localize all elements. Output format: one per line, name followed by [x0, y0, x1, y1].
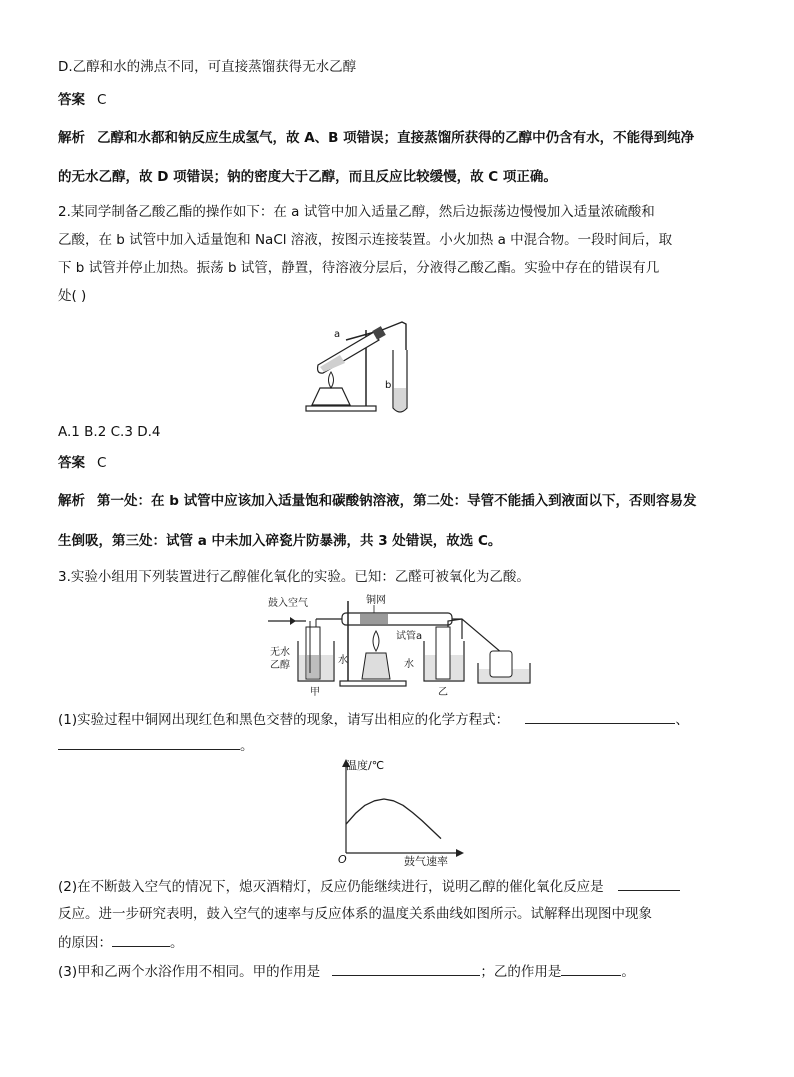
catalytic-oxidation-apparatus-figure [262, 593, 538, 699]
q1-answer [58, 90, 106, 110]
y-axis-label: 温度/℃ [346, 759, 385, 772]
analysis-label: 解析 [58, 493, 85, 509]
answer-label: 答案 [58, 455, 85, 471]
stand-base [340, 681, 406, 686]
label-ethanol: 乙醇 [270, 660, 290, 671]
stand-base [306, 406, 376, 411]
tube-b-liquid [394, 388, 406, 411]
ethanol-liquid [307, 655, 319, 678]
sub2-line3-text: 的原因： [58, 935, 112, 951]
test-tube-a [436, 627, 450, 679]
alcohol-lamp [312, 388, 350, 405]
copper-mesh [360, 614, 388, 624]
label-air: 鼓入空气 [268, 598, 308, 609]
analysis-label: 解析 [58, 130, 85, 146]
temperature-chart [330, 757, 470, 869]
label-tube-a: 试管a [396, 631, 423, 642]
option-d: D.乙醇和水的沸点不同，可直接蒸馏获得无水乙醇 [58, 59, 357, 75]
q3-sub2-line2: 反应。进一步研究表明，鼓入空气的速率与反应体系的温度关系曲线如图所示。试解释出现图中现象 [58, 906, 652, 922]
sub1-sep: 、 [675, 712, 689, 728]
label-water-right: 水 [404, 659, 414, 670]
answer-blank-6[interactable] [561, 961, 621, 976]
label-yi: 乙 [438, 687, 448, 698]
sub3-text: (3)甲和乙两个水浴作用不相同。甲的作用是 [58, 964, 321, 980]
answer-value: C [97, 455, 107, 471]
q3-sub1-line1 [58, 709, 689, 730]
answer-blank-4[interactable] [112, 932, 170, 947]
q2-stem-line3: 下 b 试管并停止加热。振荡 b 试管，静置，待溶液分层后，分液得乙酸乙酯。实验中存在的错误有几 [58, 260, 660, 276]
alcohol-lamp [362, 653, 390, 679]
x-axis-label: 鼓气速率 [404, 855, 448, 868]
q1-analysis-line2: 的无水乙醇，故 D 项错误；钠的密度大于乙醇，而且反应比较缓慢，故 C 项正确。 [58, 169, 557, 185]
answer-blank-2[interactable] [58, 735, 240, 750]
label-water-left: 水 [338, 655, 348, 666]
sub3-end: 。 [621, 964, 635, 980]
q3-sub1-line2 [58, 735, 254, 756]
answer-blank-3[interactable] [618, 876, 680, 891]
analysis-text: 乙醇和水都和钠反应生成氢气，故 A、B 项错误；直接蒸馏所获得的乙醇中仍含有水，不能得到纯净 [97, 130, 695, 146]
sub2-text: (2)在不断鼓入空气的情况下，熄灭酒精灯，反应仍能继续进行，说明乙醇的催化氧化反应是 [58, 879, 604, 895]
sub1-text: (1)实验过程中铜网出现红色和黑色交替的现象，请写出相应的化学方程式： [58, 712, 510, 728]
q2-options: A.1 B.2 C.3 D.4 [58, 424, 161, 440]
q2-stem-line4: 处( ) [58, 288, 87, 304]
x-axis-arrow-icon [456, 849, 464, 857]
arrow-icon [290, 617, 296, 625]
q3-sub3 [58, 961, 635, 982]
answer-blank-1[interactable] [525, 709, 675, 724]
q3-sub2-line3 [58, 932, 184, 953]
flame-icon [329, 372, 334, 388]
q2-analysis-line1 [58, 491, 697, 511]
analysis-text: 第一处：在 b 试管中应该加入适量饱和碳酸钠溶液，第二处：导管不能插入到液面以下，否则容易发 [97, 493, 697, 509]
answer-blank-5[interactable] [332, 961, 480, 976]
label-anhydrous: 无水 [270, 647, 290, 658]
label-jia: 甲 [310, 687, 320, 698]
q2-answer [58, 453, 106, 473]
q2-stem-line1: 2.某同学制备乙酸乙酯的操作如下：在 a 试管中加入适量乙醇，然后边振荡边慢慢加入适量浓硫酸和 [58, 204, 655, 220]
q3-stem: 3.实验小组用下列装置进行乙醇催化氧化的实验。已知：乙醛可被氧化为乙酸。 [58, 569, 530, 585]
label-a: a [334, 329, 341, 340]
answer-label: 答案 [58, 92, 85, 108]
label-b: b [385, 380, 392, 391]
q2-stem-line2: 乙酸，在 b 试管中加入适量饱和 NaCl 溶液，按图示连接装置。小火加热 a 中混合物。一段时间后，取 [58, 232, 673, 248]
curve-layer [346, 799, 441, 839]
sub2-end: 。 [170, 935, 184, 951]
q2-analysis-line2: 生倒吸，第三处：试管 a 中未加入碎瓷片防暴沸，共 3 处错误，故选 C。 [58, 533, 502, 549]
answer-value: C [97, 92, 107, 108]
temperature-curve [346, 799, 441, 839]
collection-bottle [490, 651, 512, 677]
combustion-tube [342, 613, 452, 625]
esterification-apparatus-figure [290, 310, 450, 420]
sub3-mid: ；乙的作用是 [480, 964, 562, 980]
label-copper: 铜网 [366, 595, 386, 606]
q3-sub2-line1 [58, 876, 680, 897]
q1-analysis-line1 [58, 128, 694, 148]
flame-icon [373, 631, 379, 651]
sub1-end: 。 [240, 738, 254, 754]
origin-label: O [338, 853, 347, 866]
